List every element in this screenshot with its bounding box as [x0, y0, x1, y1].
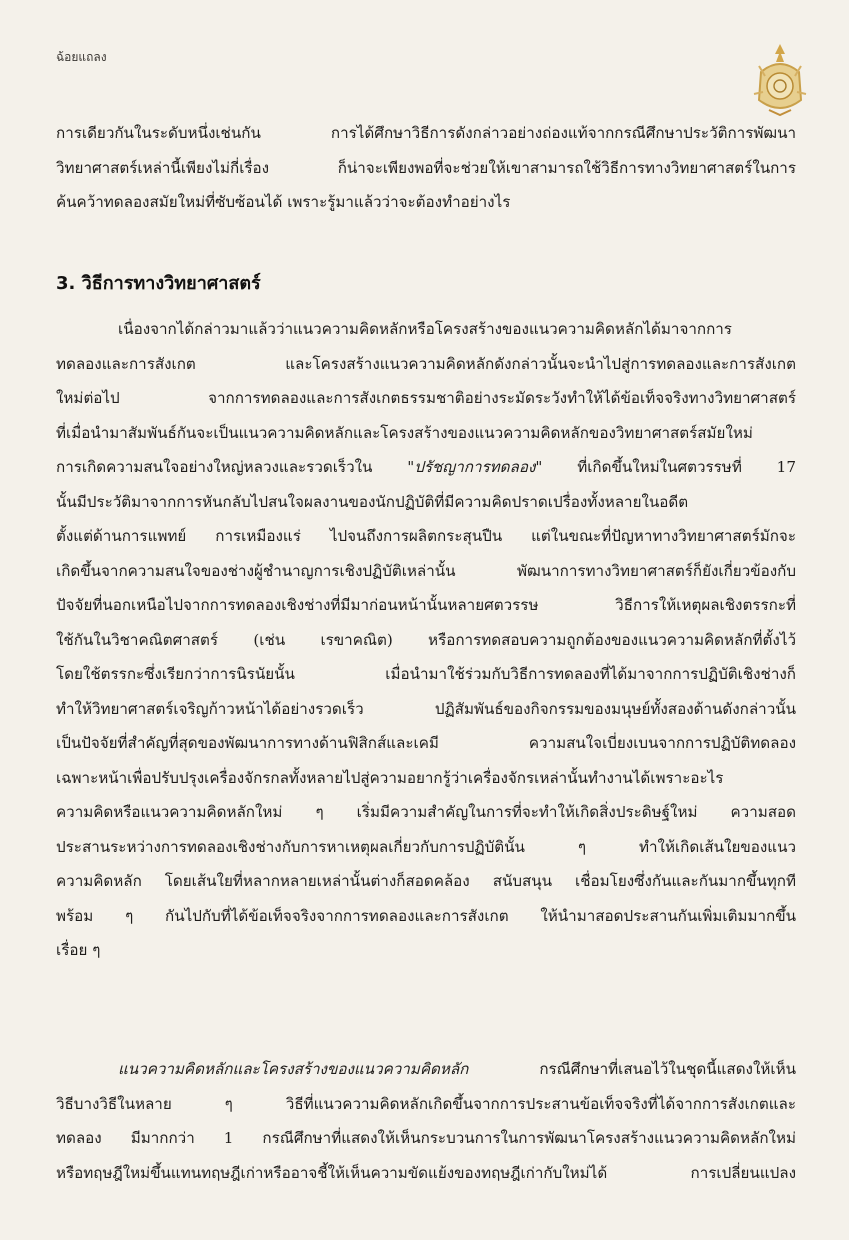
body-line: เป็นปัจจัยที่สำคัญที่สุดของพัฒนาการทางด้านฟิสิกส์และเคมี ความสนใจเบี่ยงเบนจากการปฏิบัติทดลอง [56, 734, 796, 752]
body-line: หรือทฤษฎีใหม่ขึ้นแทนทฤษฎีเก่าหรืออาจชี้ให้เห็นความขัดแย้งของทฤษฎีเก่ากับใหม่ได้ การเปลี่ยนแปลง [56, 1163, 796, 1182]
body-line: ปัจจัยที่นอกเหนือไปจากการทดลองเชิงช่างที่มีมาก่อนหน้านั้นหลายศตวรรษ วิธีการให้เหตุผลเชิงตรรกะที่ [56, 596, 796, 614]
body-paragraph-2 [56, 1052, 796, 1190]
body-line: ความคิดหรือแนวความคิดหลักใหม่ ๆ เริ่มมีความสำคัญในการที่จะทำให้เกิดสิ่งประดิษฐ์ใหม่ ความสอด [56, 803, 796, 821]
body-line: ทดลองและการสังเกต และโครงสร้างแนวความคิดหลักดังกล่าวนั้นจะนำไปสู่การทดลองและการสังเกต [56, 354, 796, 373]
intro-line: วิทยาศาสตร์เหล่านี้เพียงไม่กี่เรื่อง ก็น่าจะเพียงพอที่จะช่วยให้เขาสามารถใช้วิธีการทางวิทยาศาสตร์ในการ [56, 158, 796, 177]
intro-paragraph [56, 116, 796, 220]
body-line: ใช้กันในวิชาคณิตศาสตร์ (เช่น เรขาคณิต) หรือการทดสอบความถูกต้องของแนวความคิดหลักที่ตั้งไว้ [56, 630, 796, 649]
body-text: กรณีศึกษาที่เสนอไว้ในชุดนี้แสดงให้เห็น [468, 1060, 796, 1078]
body-text: การเกิดความสนใจอย่างใหญ่หลวงและรวดเร็วใน [56, 458, 408, 476]
intro-line: การเดียวกันในระดับหนึ่งเช่นกัน การได้ศึกษาวิธีการดังกล่าวอย่างถ่องแท้จากกรณีศึกษาประวัติการพัฒนา [56, 124, 796, 142]
body-line [56, 450, 796, 485]
section-number: 3. [56, 273, 76, 294]
body-line: โดยใช้ตรรกะซึ่งเรียกว่าการนิรนัยนั้น เมื่อนำมาใช้ร่วมกับวิธีการทดลองที่ได้มาจากการปฏิบัติเชิงช่างก็ [56, 665, 796, 683]
body-line: วิธีบางวิธีในหลาย ๆ วิธีที่แนวความคิดหลักเกิดขึ้นจากการประสานข้อเท็จจริงที่ได้จากการสังเกตและ [56, 1094, 796, 1113]
body-line: ทดลอง มีมากกว่า 1 กรณีศึกษาที่แสดงให้เห็นกระบวนการในการพัฒนาโครงสร้างแนวความคิดหลักใหม่ [56, 1129, 796, 1147]
body-line: ที่เมื่อนำมาสัมพันธ์กันจะเป็นแนวความคิดหลักและโครงสร้างของแนวความคิดหลักของวิทยาศาสตร์สมัยใหม่ [56, 423, 753, 442]
emphasized-term: "ปรัชญาการทดลอง" [407, 458, 543, 476]
ministry-emblem-icon [751, 42, 809, 118]
body-line: เกิดขึ้นจากความสนใจของช่างผู้ชำนาญการเชิงปฏิบัติเหล่านั้น พัฒนาการทางวิทยาศาสตร์ก็ยังเกี่ยวข้องกับ [56, 561, 796, 580]
body-line: พร้อม ๆ กันไปกับที่ได้ข้อเท็จจริงจากการทดลองและการสังเกต ให้นำมาสอดประสานกันเพิ่มเติมมากขึ้น [56, 906, 796, 925]
body-paragraph-1 [56, 312, 796, 968]
body-line: ประสานระหว่างการทดลองเชิงช่างกับการหาเหตุผลเกี่ยวกับการปฏิบัตินั้น ๆ ทำให้เกิดเส้นใยของแนว [56, 837, 796, 856]
section-title: วิธีการทางวิทยาศาสตร์ [81, 273, 261, 294]
body-line: เนื่องจากได้กล่าวมาแล้วว่าแนวความคิดหลักหรือโครงสร้างของแนวความคิดหลักได้มาจากการ [118, 320, 732, 338]
body-line: ทำให้วิทยาศาสตร์เจริญก้าวหน้าได้อย่างรวดเร็ว ปฏิสัมพันธ์ของกิจกรรมของมนุษย์ทั้งสองด้านดังกล่าวนั้น [56, 699, 796, 718]
body-text: ที่เกิดขึ้นใหม่ในศตวรรษที่ 17 [542, 458, 796, 476]
body-line: นั้นมีประวัติมาจากการหันกลับไปสนใจผลงานของนักปฏิบัติที่มีความคิดปราดเปรื่องทั้งหลายในอดีต [56, 492, 689, 511]
body-line [56, 1052, 796, 1087]
body-line: เรื่อย ๆ [56, 941, 101, 959]
body-line: เฉพาะหน้าเพื่อปรับปรุงเครื่องจักรกลทั้งหลายไปสู่ความอยากรู้ว่าเครื่องจักรเหล่านั้นทำงานได้เพราะอะไร [56, 768, 724, 787]
body-line: ความคิดหลัก โดยเส้นใยที่หลากหลายเหล่านั้นต่างก็สอดคล้อง สนับสนุน เชื่อมโยงซึ่งกันและกันมากขึ้นทุกที [56, 872, 796, 890]
intro-line: ค้นคว้าทดลองสมัยใหม่ที่ซับซ้อนได้ เพราะรู้มาแล้วว่าจะต้องทำอย่างไร [56, 193, 511, 211]
emphasized-term: แนวความคิดหลักและโครงสร้างของแนวความคิดหลัก [118, 1060, 469, 1078]
body-line: ตั้งแต่ด้านการแพทย์ การเหมืองแร่ ไปจนถึงการผลิตกระสุนปืน แต่ในขณะที่ปัญหาทางวิทยาศาสตร์มักจะ [56, 527, 796, 545]
header-mark: ฉ้อยแถลง [56, 50, 107, 64]
section-heading [56, 268, 261, 297]
body-line: ใหม่ต่อไป จากการทดลองและการสังเกตธรรมชาติอย่างระมัดระวังทำให้ได้ข้อเท็จจริงทางวิทยาศาสตร์ [56, 389, 796, 407]
